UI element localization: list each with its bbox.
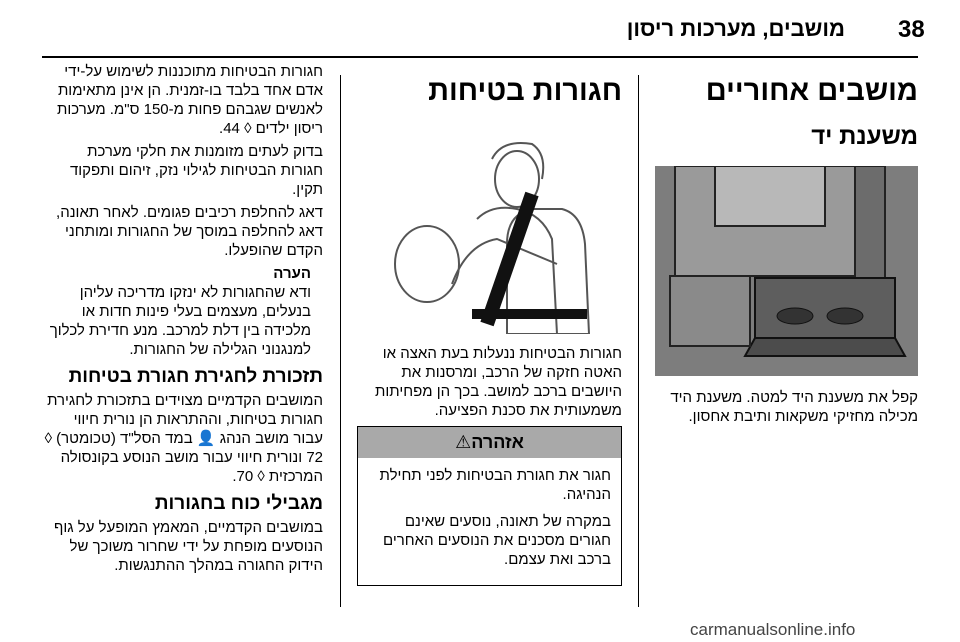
- warning-triangle-icon: ⚠: [455, 432, 472, 453]
- column-belt-details: [44, 62, 323, 579]
- header-rule: [42, 56, 918, 58]
- warning-label: אזהרה: [471, 432, 524, 452]
- belt-reminder-text-2: במד הסל"ד (טכומטר) ◊ 72 ונורית חיווי עבור מושב הנוסע בקונסולה המרכזית ◊ 70.: [44, 430, 323, 485]
- section-title-seat-belts: חגורות בטיחות: [428, 75, 622, 107]
- warning-header: [358, 427, 621, 458]
- heading-belt-force-limiters: מגבילי כוח בחגורות: [154, 493, 323, 514]
- warning-text-1: חגור את חגורת הבטיחות לפני תחילת הנהיגה.: [379, 467, 611, 503]
- seat-belts-description: חגורות הבטיחות ננעלות בעת האצה או האטה חזקה של הרכב, ומרסנות את היושבים ברכב למושב. בכך הן מפחיתות משמעותית את סכנת הפציעה.: [375, 345, 622, 419]
- belt-inspection-text: בדוק לעתים מזומנות את חלקי מערכת חגורות הבטיחות לגילוי נזק, זיהום ותפקוד תקין.: [69, 143, 323, 198]
- subsection-title-armrest: משענת יד: [811, 123, 918, 150]
- note-title: הערה: [273, 265, 311, 282]
- warning-box: [357, 426, 622, 586]
- column-rear-seats: [655, 72, 918, 430]
- belt-reminder-text: [44, 391, 323, 486]
- heading-belt-reminder: תזכורת לחגירת חגורת בטיחות: [68, 366, 323, 387]
- column-divider-left: [340, 75, 341, 607]
- belt-replacement-text: דאג להחלפת רכיבים פגומים. לאחר תאונה, דאג להחלפה במוסך של החגורות ומותחני הקדם שהופעלו.: [56, 204, 323, 259]
- warning-body: [358, 458, 621, 585]
- running-header: מושבים, מערכות ריסון: [626, 16, 845, 41]
- armrest-description: קפל את משענת היד למטה. משענת היד מכילה מחזיקי משקאות ותיבת אחסון.: [670, 389, 918, 425]
- watermark: carmanualsonline.info: [690, 620, 856, 639]
- column-seat-belts: [357, 72, 622, 586]
- note-body: ודא שהחגורות לא ינזקו מדריכה עליהן בנעלים, מעצמים בעלי פינות חדות או מלכידה בין דלת למרכב. מנע חדירת לכלוך למנגנוני הגלילה של החגורות.: [49, 284, 311, 358]
- seat-belt-reminder-icon: 👤: [196, 429, 216, 447]
- seat-belt-illustration: [357, 124, 622, 334]
- belt-force-limiters-text: במושבים הקדמיים, המאמץ המופעל על גוף הנוסעים מופחת על ידי שחרור משוכך של הידוק החגורה במהלך ההתנגשות.: [54, 519, 323, 574]
- warning-text-2: במקרה של תאונה, נוסעים שאינם חגורים מסכנים את הנוסעים האחרים ברכב ואת עצמם.: [383, 513, 611, 568]
- armrest-illustration: [655, 166, 918, 376]
- belt-usage-text: חגורות הבטיחות מתוכננות לשימוש על-ידי אדם אחד בלבד בו-זמנית. הן אינן מתאימות לאנשים שגבהם פחות מ-150 ס"מ. מערכות ריסון ילדים ◊ 44.: [57, 63, 323, 137]
- column-divider-right: [638, 75, 639, 607]
- section-title-rear-seats: מושבים אחוריים: [705, 75, 918, 107]
- note-box: [44, 264, 323, 359]
- belt-reminder-text-1: המושבים הקדמיים מצוידים בתזכורת לחגירת חגורות בטיחות, וההתראות הן נורית חיווי עבור מושב הנהג: [47, 392, 323, 447]
- page-number: 38: [898, 16, 925, 43]
